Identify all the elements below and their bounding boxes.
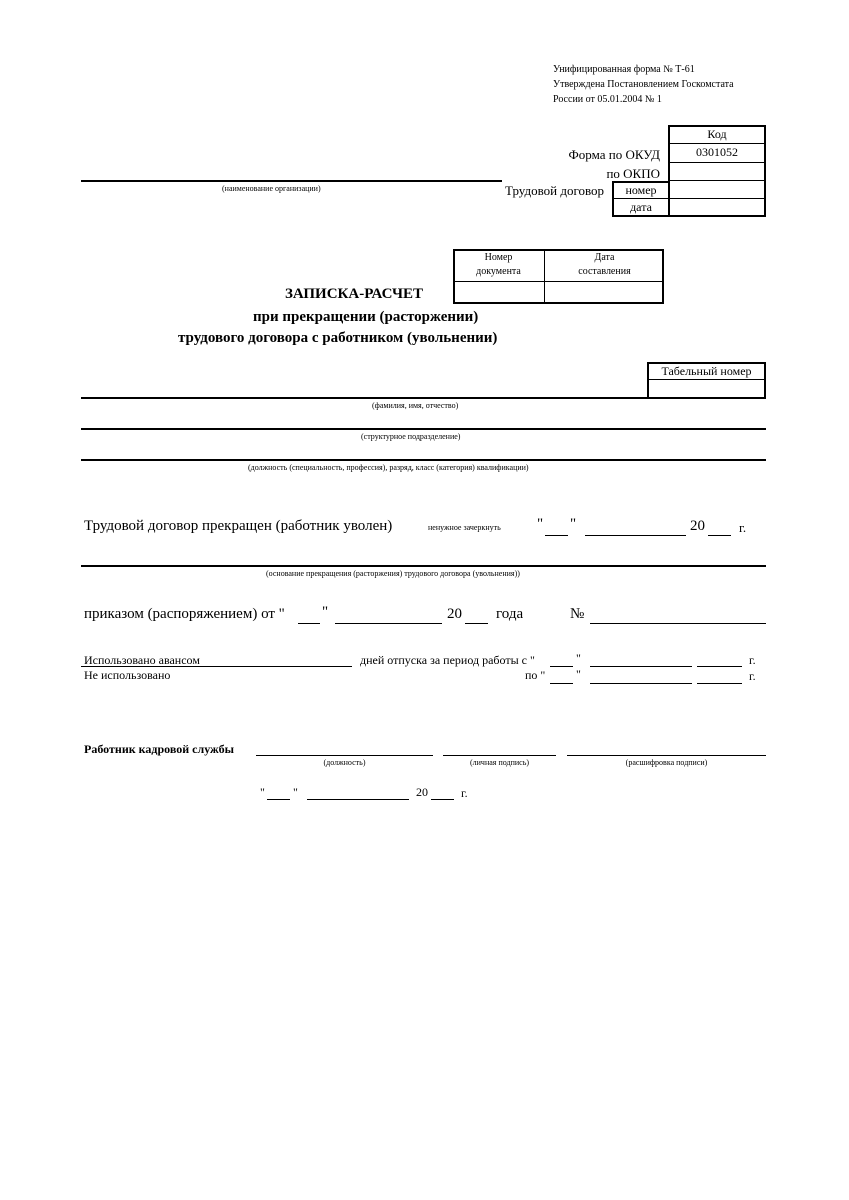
contract-date-label: дата bbox=[630, 199, 652, 214]
hr-signature-field[interactable] bbox=[443, 755, 556, 756]
codes-side-border bbox=[612, 215, 668, 217]
vacation-from-year-suffix: г. bbox=[749, 653, 756, 667]
sign-date-year-field[interactable] bbox=[431, 799, 454, 800]
vacation-from-quote-close: " bbox=[576, 651, 581, 665]
hr-position-field[interactable] bbox=[256, 755, 433, 756]
doc-date-header-1: Дата bbox=[594, 252, 615, 263]
department-caption: (структурное подразделение) bbox=[361, 432, 461, 441]
codes-divider bbox=[668, 162, 766, 163]
vacation-from-month-field[interactable] bbox=[590, 666, 692, 667]
hr-decode-caption: (расшифровка подписи) bbox=[625, 758, 708, 767]
form-header-line2: Утверждена Постановлением Госкомстата bbox=[553, 79, 734, 90]
sign-date-day-field[interactable] bbox=[267, 799, 290, 800]
vacation-from-year-field[interactable] bbox=[697, 666, 742, 667]
vacation-to-day-field[interactable] bbox=[550, 683, 573, 684]
order-text: приказом (распоряжением) от " bbox=[84, 606, 285, 622]
okud-code: 0301052 bbox=[696, 145, 738, 159]
vacation-to-quote-close: " bbox=[576, 667, 581, 681]
terminated-year-prefix: 20 bbox=[690, 518, 705, 534]
vacation-not-used-label: Не использовано bbox=[84, 668, 171, 682]
form-header-line3: России от 05.01.2004 № 1 bbox=[553, 94, 662, 105]
department-field[interactable] bbox=[81, 428, 766, 430]
position-caption: (должность (специальность, профессия), разряд, класс (категория) квалификации) bbox=[248, 463, 529, 472]
sign-date-year-suffix: г. bbox=[461, 786, 468, 800]
vacation-to-text: по " bbox=[525, 668, 546, 682]
tab-number-label: Табельный номер bbox=[661, 363, 752, 378]
vacation-used-label: Использовано авансом bbox=[84, 653, 200, 667]
order-quote-close: " bbox=[322, 604, 329, 620]
hr-position-caption: (должность) bbox=[323, 758, 366, 767]
order-year-prefix: 20 bbox=[447, 606, 462, 622]
strike-note: ненужное зачеркнуть bbox=[428, 523, 501, 532]
order-year-suffix: года bbox=[496, 606, 524, 622]
organization-field[interactable] bbox=[81, 180, 502, 182]
vacation-days-text: дней отпуска за период работы с " bbox=[360, 653, 535, 667]
codes-divider bbox=[668, 180, 766, 181]
contract-number-label: номер bbox=[625, 182, 657, 197]
doc-number-header-1: Номер bbox=[484, 252, 513, 263]
basis-field[interactable] bbox=[81, 565, 766, 567]
terminated-year-suffix: г. bbox=[739, 520, 747, 535]
vacation-used-days-field[interactable] bbox=[81, 666, 352, 667]
kod-header: Код bbox=[707, 127, 727, 141]
hr-signature-caption: (личная подпись) bbox=[469, 758, 530, 767]
sign-date-quote-open: " bbox=[260, 785, 265, 799]
terminated-month-field[interactable] bbox=[585, 535, 686, 536]
terminated-year-field[interactable] bbox=[708, 535, 731, 536]
hr-decode-field[interactable] bbox=[567, 755, 766, 756]
hr-employee-label: Работник кадровой службы bbox=[84, 742, 234, 756]
terminated-text: Трудовой договор прекращен (работник уволен) bbox=[84, 518, 393, 534]
doc-date-field[interactable] bbox=[546, 283, 662, 302]
document-title: ЗАПИСКА-РАСЧЕТ bbox=[285, 286, 424, 302]
terminated-quote-close: " bbox=[570, 516, 577, 532]
organization-caption: (наименование организации) bbox=[222, 184, 321, 193]
order-month-field[interactable] bbox=[335, 623, 442, 624]
vacation-to-year-field[interactable] bbox=[697, 683, 742, 684]
doc-number-field[interactable] bbox=[455, 283, 543, 302]
tab-number-divider bbox=[647, 379, 766, 380]
doc-date-header-2: составления bbox=[578, 266, 631, 277]
position-field[interactable] bbox=[81, 459, 766, 461]
terminated-day-field[interactable] bbox=[545, 535, 568, 536]
sign-date-quote-close: " bbox=[293, 785, 298, 799]
doc-table-divider bbox=[453, 281, 664, 282]
form-header-line1: Унифицированная форма № Т-61 bbox=[553, 64, 695, 75]
order-number-sign: № bbox=[570, 606, 585, 622]
okpo-label: по ОКПО bbox=[606, 166, 660, 181]
okud-label: Форма по ОКУД bbox=[568, 147, 660, 162]
doc-number-header-2: документа bbox=[476, 266, 521, 277]
vacation-to-year-suffix: г. bbox=[749, 669, 756, 683]
fio-field[interactable] bbox=[81, 397, 766, 399]
order-day-field[interactable] bbox=[298, 623, 320, 624]
basis-caption: (основание прекращения (расторжения) трудового договора (увольнения)) bbox=[266, 569, 520, 578]
order-year-field[interactable] bbox=[465, 623, 488, 624]
document-subtitle-1: при прекращении (расторжении) bbox=[253, 309, 479, 325]
vacation-to-month-field[interactable] bbox=[590, 683, 692, 684]
contract-label: Трудовой договор bbox=[505, 183, 604, 198]
document-subtitle-2: трудового договора с работником (увольнении) bbox=[178, 330, 498, 346]
fio-caption: (фамилия, имя, отчество) bbox=[372, 401, 459, 410]
order-number-field[interactable] bbox=[590, 623, 766, 624]
sign-date-year-prefix: 20 bbox=[416, 785, 428, 799]
terminated-quote-open: " bbox=[537, 516, 544, 532]
vacation-from-day-field[interactable] bbox=[550, 666, 573, 667]
sign-date-month-field[interactable] bbox=[307, 799, 409, 800]
tab-number-field[interactable] bbox=[649, 381, 764, 397]
